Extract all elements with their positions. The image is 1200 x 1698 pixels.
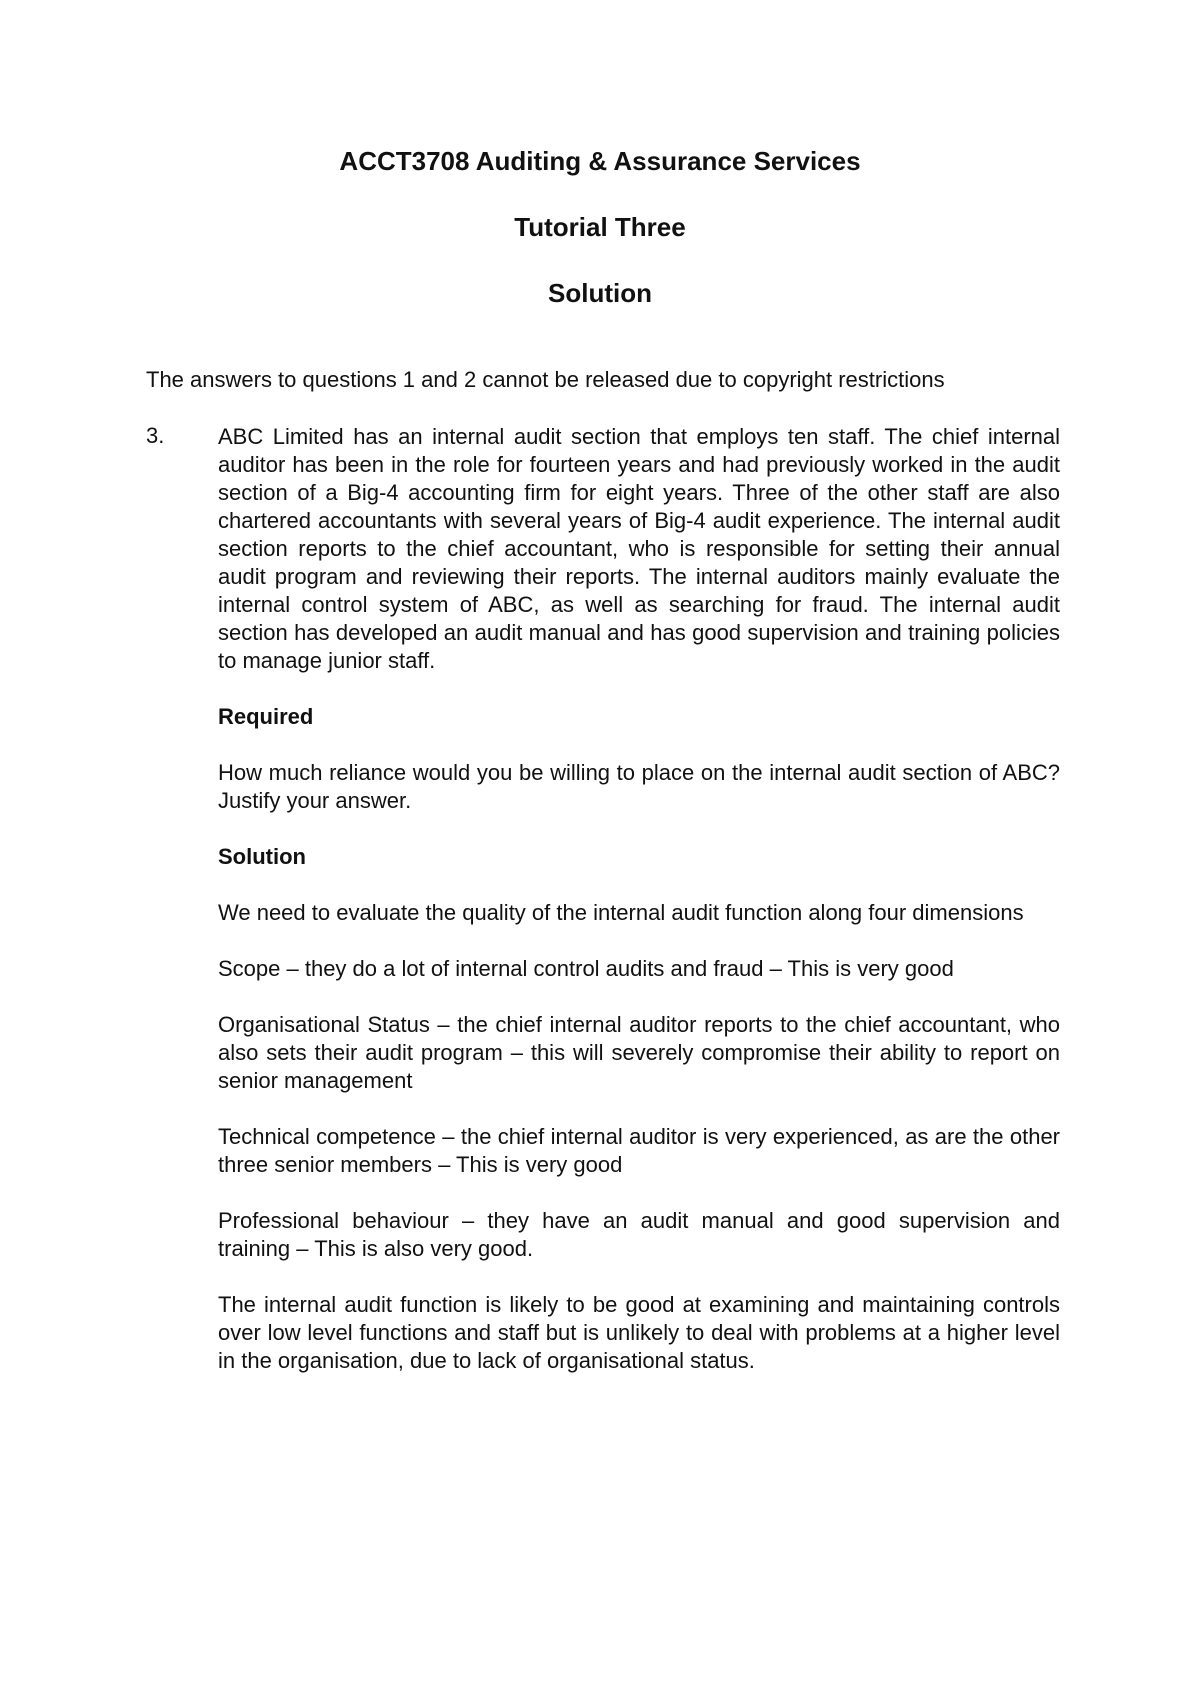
solution-paragraph-organisational-status: Organisational Status – the chief internal auditor reports to the chief accountant, who also sets their audit program – this will severely compromise their ability to report on senior management: [218, 1012, 1060, 1093]
solution-paragraph-scope: Scope – they do a lot of internal control audits and fraud – This is very good: [218, 956, 954, 981]
solution-paragraph-professional-behaviour: Professional behaviour – they have an audit manual and good supervision and training – This is also very good.: [218, 1208, 1060, 1261]
solution-paragraph-intro: We need to evaluate the quality of the internal audit function along four dimensions: [218, 900, 1024, 925]
solution-paragraph-technical-competence: Technical competence – the chief internal auditor is very experienced, as are the other three senior members – This is very good: [218, 1124, 1060, 1177]
required-heading: Required: [218, 704, 314, 729]
course-title: ACCT3708 Auditing & Assurance Services: [339, 146, 861, 176]
question-text: ABC Limited has an internal audit section that employs ten staff. The chief internal auditor has been in the role for fourteen years and had previously worked in the audit section of a Big-4 accounting firm for eight years. Three of the other staff are also chartered accountants with several years of Big-4 audit experience. The internal audit section reports to the chief accountant, who is responsible for setting their annual audit program and reviewing their reports. The internal auditors mainly evaluate the internal control system of ABC, as well as searching for fraud. The internal audit section has developed an audit manual and has good supervision and training policies to manage junior staff.: [218, 424, 1060, 673]
document-type-title: Solution: [548, 278, 652, 308]
question-number: 3.: [146, 423, 165, 448]
question-body: [218, 423, 1060, 1403]
solution-paragraph-conclusion: The internal audit function is likely to be good at examining and maintaining controls over low level functions and staff but is unlikely to deal with problems at a higher level in the organisation, due to lack of organisational status.: [218, 1292, 1060, 1373]
copyright-note: The answers to questions 1 and 2 cannot be released due to copyright restrictions: [146, 367, 945, 392]
required-text: How much reliance would you be willing to place on the internal audit section of ABC? Justify your answer.: [218, 760, 1060, 813]
solution-heading: Solution: [218, 844, 306, 869]
tutorial-title: Tutorial Three: [514, 212, 686, 242]
